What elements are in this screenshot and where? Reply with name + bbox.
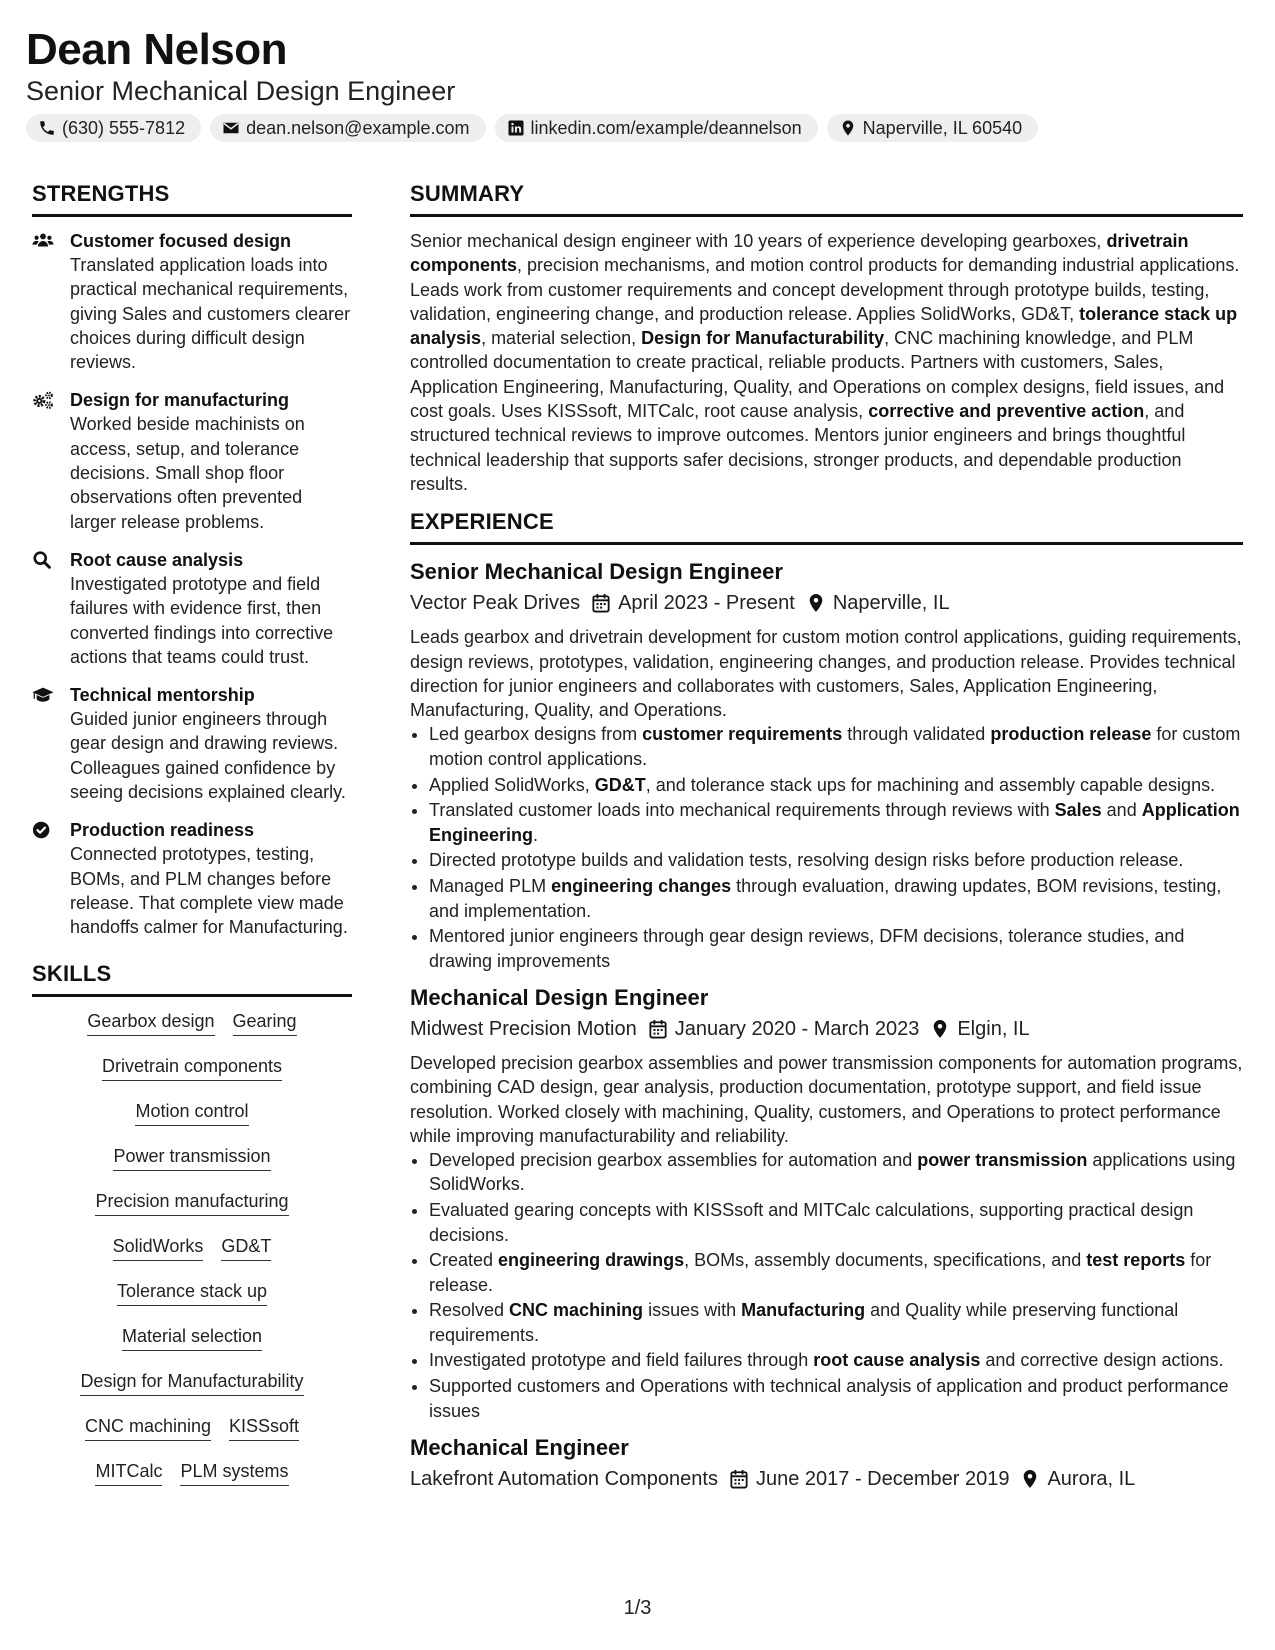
email-text: dean.nelson@example.com xyxy=(246,117,470,138)
text-run: issues with xyxy=(643,1300,742,1321)
bullet-item xyxy=(429,1348,1243,1372)
skill-row xyxy=(32,1054,352,1099)
summary-heading: SUMMARY xyxy=(410,180,1243,217)
skill-row xyxy=(32,1189,352,1234)
linkedin-icon xyxy=(507,119,525,137)
right-column xyxy=(410,180,1243,1501)
bold-keyword: Application Engineering xyxy=(429,800,1240,845)
strength-item xyxy=(32,229,352,374)
job-entry xyxy=(410,983,1243,1423)
bold-keyword: engineering drawings xyxy=(498,1250,685,1271)
strength-title: Root cause analysis xyxy=(70,549,244,570)
bold-keyword: tolerance stack up analysis xyxy=(410,303,1238,349)
bold-keyword: Sales xyxy=(1054,800,1102,821)
skills-list xyxy=(32,1009,352,1504)
skill-tag: Power transmission xyxy=(113,1144,270,1171)
bold-keyword: engineering changes xyxy=(551,876,732,897)
text-run: Applied SolidWorks, xyxy=(429,774,595,795)
bullet-item xyxy=(429,1148,1243,1197)
bold-keyword: GD&T xyxy=(594,774,646,795)
job-company: Midwest Precision Motion xyxy=(410,1017,637,1040)
job-company: Lakefront Automation Components xyxy=(410,1467,718,1490)
magnifier-icon xyxy=(32,550,54,570)
job-meta xyxy=(410,1015,1243,1043)
skill-row xyxy=(32,1414,352,1459)
bullet-item xyxy=(429,798,1243,847)
text-run: , BOMs, assembly documents, specifications, and xyxy=(684,1250,1087,1271)
bullet-item xyxy=(429,722,1243,771)
bold-keyword: corrective and preventive action xyxy=(868,401,1145,422)
job-title: Senior Mechanical Design Engineer xyxy=(410,559,783,585)
bold-keyword: customer requirements xyxy=(642,724,843,745)
strength-desc: Investigated prototype and field failures with evidence first, then converted findings into corrective actions that teams could trust. xyxy=(70,573,334,667)
map-pin-icon xyxy=(807,593,825,613)
gears-icon xyxy=(32,390,54,410)
phone-text: (630) 555-7812 xyxy=(62,117,186,138)
location-text: Naperville, IL 60540 xyxy=(862,117,1023,138)
text-run: and xyxy=(1101,800,1142,821)
job-location: Aurora, IL xyxy=(1047,1467,1136,1490)
text-run: Translated customer loads into mechanical requirements through reviews with xyxy=(429,800,1055,821)
text-run: applications using SolidWorks. xyxy=(429,1150,1236,1195)
skill-row xyxy=(32,1144,352,1189)
text-run: , and tolerance stack ups for machining and assembly capable designs. xyxy=(645,774,1216,795)
text-run: . xyxy=(533,824,539,845)
skills-heading: SKILLS xyxy=(32,960,352,997)
check-circle-icon xyxy=(32,820,54,840)
users-icon xyxy=(32,231,54,251)
text-run: , CNC machining knowledge, and PLM controlled documentation to create practical, reliable products. Partners with customers, Sales, Application Engineering, Manufacturing, Quality, and Operations on complex designs, field issues, and cost goals. Uses KISSsoft, MITCalc, root cause analysis, xyxy=(410,328,1225,422)
job-location: Naperville, IL xyxy=(832,592,950,615)
text-run: , and structured technical reviews to improve outcomes. Mentors junior engineers and brings thoughtful technical leadership that supports safer decisions, stronger products, and dependable production results. xyxy=(410,401,1186,494)
bold-keyword: test reports xyxy=(1086,1250,1186,1271)
strength-title: Technical mentorship xyxy=(70,685,255,706)
bullet-item xyxy=(429,1198,1243,1247)
bullet-item xyxy=(429,1248,1243,1297)
skill-tag: SolidWorks xyxy=(113,1234,204,1261)
text-run: through evaluation, drawing updates, BOM revisions, testing, and implementation. xyxy=(429,876,1222,921)
bullet-item xyxy=(429,1298,1243,1347)
skill-tag: Gearing xyxy=(233,1009,297,1036)
strength-item xyxy=(32,548,352,669)
skill-row xyxy=(32,1009,352,1054)
job-bullets xyxy=(410,1148,1243,1423)
strength-desc: Connected prototypes, testing, BOMs, and PLM changes before release. That complete view made handoffs calmer for Manufacturing. xyxy=(70,844,348,938)
skill-tag: Drivetrain components xyxy=(102,1054,282,1081)
bullet-item xyxy=(429,924,1243,973)
strength-title: Design for manufacturing xyxy=(70,390,290,411)
skill-row xyxy=(32,1279,352,1324)
text-run: Directed prototype builds and validation tests, resolving design risks before production release. xyxy=(429,850,1184,871)
calendar-icon xyxy=(592,593,610,613)
job-description: Developed precision gearbox assemblies and power transmission components for automation programs, combining CAD design, gear analysis, production documentation, prototype support, and field issue resolution. Worked closely with machining, Quality, customers, and Operations to protect performance while improving manufacturability and reliability. xyxy=(410,1052,1243,1146)
skill-tag: Design for Manufacturability xyxy=(80,1369,303,1396)
job-entry xyxy=(410,557,1243,973)
job-dates: April 2023 - Present xyxy=(618,592,795,615)
strength-desc: Guided junior engineers through gear design and drawing reviews. Colleagues gained confidence by seeing decisions explained clearly. xyxy=(70,709,346,803)
text-run: Resolved xyxy=(429,1300,510,1321)
experience-heading: EXPERIENCE xyxy=(410,508,1243,545)
summary-text xyxy=(410,229,1243,496)
bold-keyword: root cause analysis xyxy=(813,1350,981,1371)
contact-email[interactable] xyxy=(210,114,485,142)
job-meta xyxy=(410,1465,1243,1493)
text-run: and corrective design actions. xyxy=(980,1350,1224,1371)
text-run: for custom motion control applications. xyxy=(429,724,1241,769)
job-title: Mechanical Design Engineer xyxy=(410,984,709,1010)
text-run: Created xyxy=(429,1250,499,1271)
skill-tag: Gearbox design xyxy=(87,1009,214,1036)
skill-tag: Material selection xyxy=(122,1324,262,1351)
calendar-icon xyxy=(730,1469,748,1489)
strength-item xyxy=(32,818,352,939)
page-number: 1/3 xyxy=(623,1597,652,1619)
skill-row xyxy=(32,1369,352,1414)
text-run: Investigated prototype and field failures through xyxy=(429,1350,814,1371)
text-run: , material selection, xyxy=(481,328,642,349)
text-run: for release. xyxy=(429,1250,1212,1295)
experience-list xyxy=(410,557,1243,1493)
job-entry xyxy=(410,1433,1243,1493)
strength-desc: Translated application loads into practical mechanical requirements, giving Sales and customers clearer choices during difficult design reviews. xyxy=(70,255,351,373)
text-run: Mentored junior engineers through gear design reviews, DFM decisions, tolerance studies, and drawing improvements xyxy=(429,926,1185,971)
bold-keyword: power transmission xyxy=(917,1150,1088,1171)
text-run: Evaluated gearing concepts with KISSsoft and MITCalc calculations, supporting practical design decisions. xyxy=(429,1200,1194,1245)
skill-tag: PLM systems xyxy=(180,1459,288,1486)
phone-icon xyxy=(38,119,56,137)
text-run: Led gearbox designs from xyxy=(429,724,643,745)
map-pin-icon xyxy=(1021,1469,1039,1489)
text-run: , precision mechanisms, and motion control products for demanding industrial applications. Leads work from customer requirements and concept development through prototype builds, testing, validation, engineering change, and production release. Applies SolidWorks, GD&T, xyxy=(410,255,1240,324)
linkedin-text: linkedin.com/example/deannelson xyxy=(530,117,802,138)
skill-tag: Motion control xyxy=(135,1099,248,1126)
skill-row xyxy=(32,1099,352,1144)
job-description: Leads gearbox and drivetrain development for custom motion control applications, guiding requirements, design reviews, prototypes, validation, engineering changes, and production release. Provides technical direction for junior engineers and collaborates with customers, Sales, Application Engineering, Manufacturing, Quality, and Operations. xyxy=(410,627,1242,721)
skill-tag: Precision manufacturing xyxy=(95,1189,288,1216)
bold-keyword: drivetrain components xyxy=(410,231,1189,276)
calendar-icon xyxy=(649,1019,667,1039)
contact-linkedin[interactable] xyxy=(495,114,818,142)
contact-location xyxy=(827,114,1038,142)
skill-tag: Tolerance stack up xyxy=(117,1279,267,1306)
bullet-item xyxy=(429,848,1243,872)
graduation-cap-icon xyxy=(32,685,54,705)
bold-keyword: CNC machining xyxy=(509,1300,644,1321)
text-run: Senior mechanical design engineer with 10 years of experience developing gearboxes, xyxy=(410,231,1107,251)
job-dates: January 2020 - March 2023 xyxy=(674,1017,920,1040)
job-meta xyxy=(410,589,1243,617)
text-run: through validated xyxy=(842,724,991,745)
skill-row xyxy=(32,1234,352,1279)
bold-keyword: production release xyxy=(990,724,1152,745)
contact-phone[interactable] xyxy=(26,114,201,142)
skill-tag: GD&T xyxy=(221,1234,271,1261)
text-run: Developed precision gearbox assemblies for automation and xyxy=(429,1150,918,1171)
bullet-item xyxy=(429,874,1243,923)
bullet-item xyxy=(429,1374,1243,1423)
strength-item xyxy=(32,388,352,533)
envelope-icon xyxy=(222,119,240,137)
strength-title: Production readiness xyxy=(70,820,255,841)
bullet-item xyxy=(429,773,1243,797)
text-run: Managed PLM xyxy=(429,876,552,897)
job-title: Mechanical Engineer xyxy=(410,1434,629,1460)
strength-item xyxy=(32,683,352,804)
left-column xyxy=(32,180,352,1504)
skill-row xyxy=(32,1324,352,1369)
skill-tag: KISSsoft xyxy=(229,1414,299,1441)
contact-bar xyxy=(26,114,1038,142)
job-bullets xyxy=(410,722,1243,972)
strengths-heading: STRENGTHS xyxy=(32,180,352,217)
strength-desc: Worked beside machinists on access, setup, and tolerance decisions. Small shop floor observations often prevented larger release problems. xyxy=(70,414,305,532)
bold-keyword: Manufacturing xyxy=(741,1300,866,1321)
job-dates: June 2017 - December 2019 xyxy=(755,1467,1010,1490)
job-location: Elgin, IL xyxy=(957,1017,1030,1040)
bold-keyword: Design for Manufacturability xyxy=(641,328,885,349)
candidate-name: Dean Nelson xyxy=(26,25,288,74)
text-run: and Quality while preserving functional requirements. xyxy=(429,1300,1179,1345)
strength-title: Customer focused design xyxy=(70,231,292,251)
map-pin-icon xyxy=(839,119,857,137)
skill-row xyxy=(32,1459,352,1504)
map-pin-icon xyxy=(931,1019,949,1039)
job-company: Vector Peak Drives xyxy=(410,592,581,615)
text-run: Supported customers and Operations with technical analysis of application and product performance issues xyxy=(429,1376,1229,1421)
skill-tag: MITCalc xyxy=(95,1459,162,1486)
candidate-title: Senior Mechanical Design Engineer xyxy=(26,76,456,106)
skill-tag: CNC machining xyxy=(85,1414,211,1441)
